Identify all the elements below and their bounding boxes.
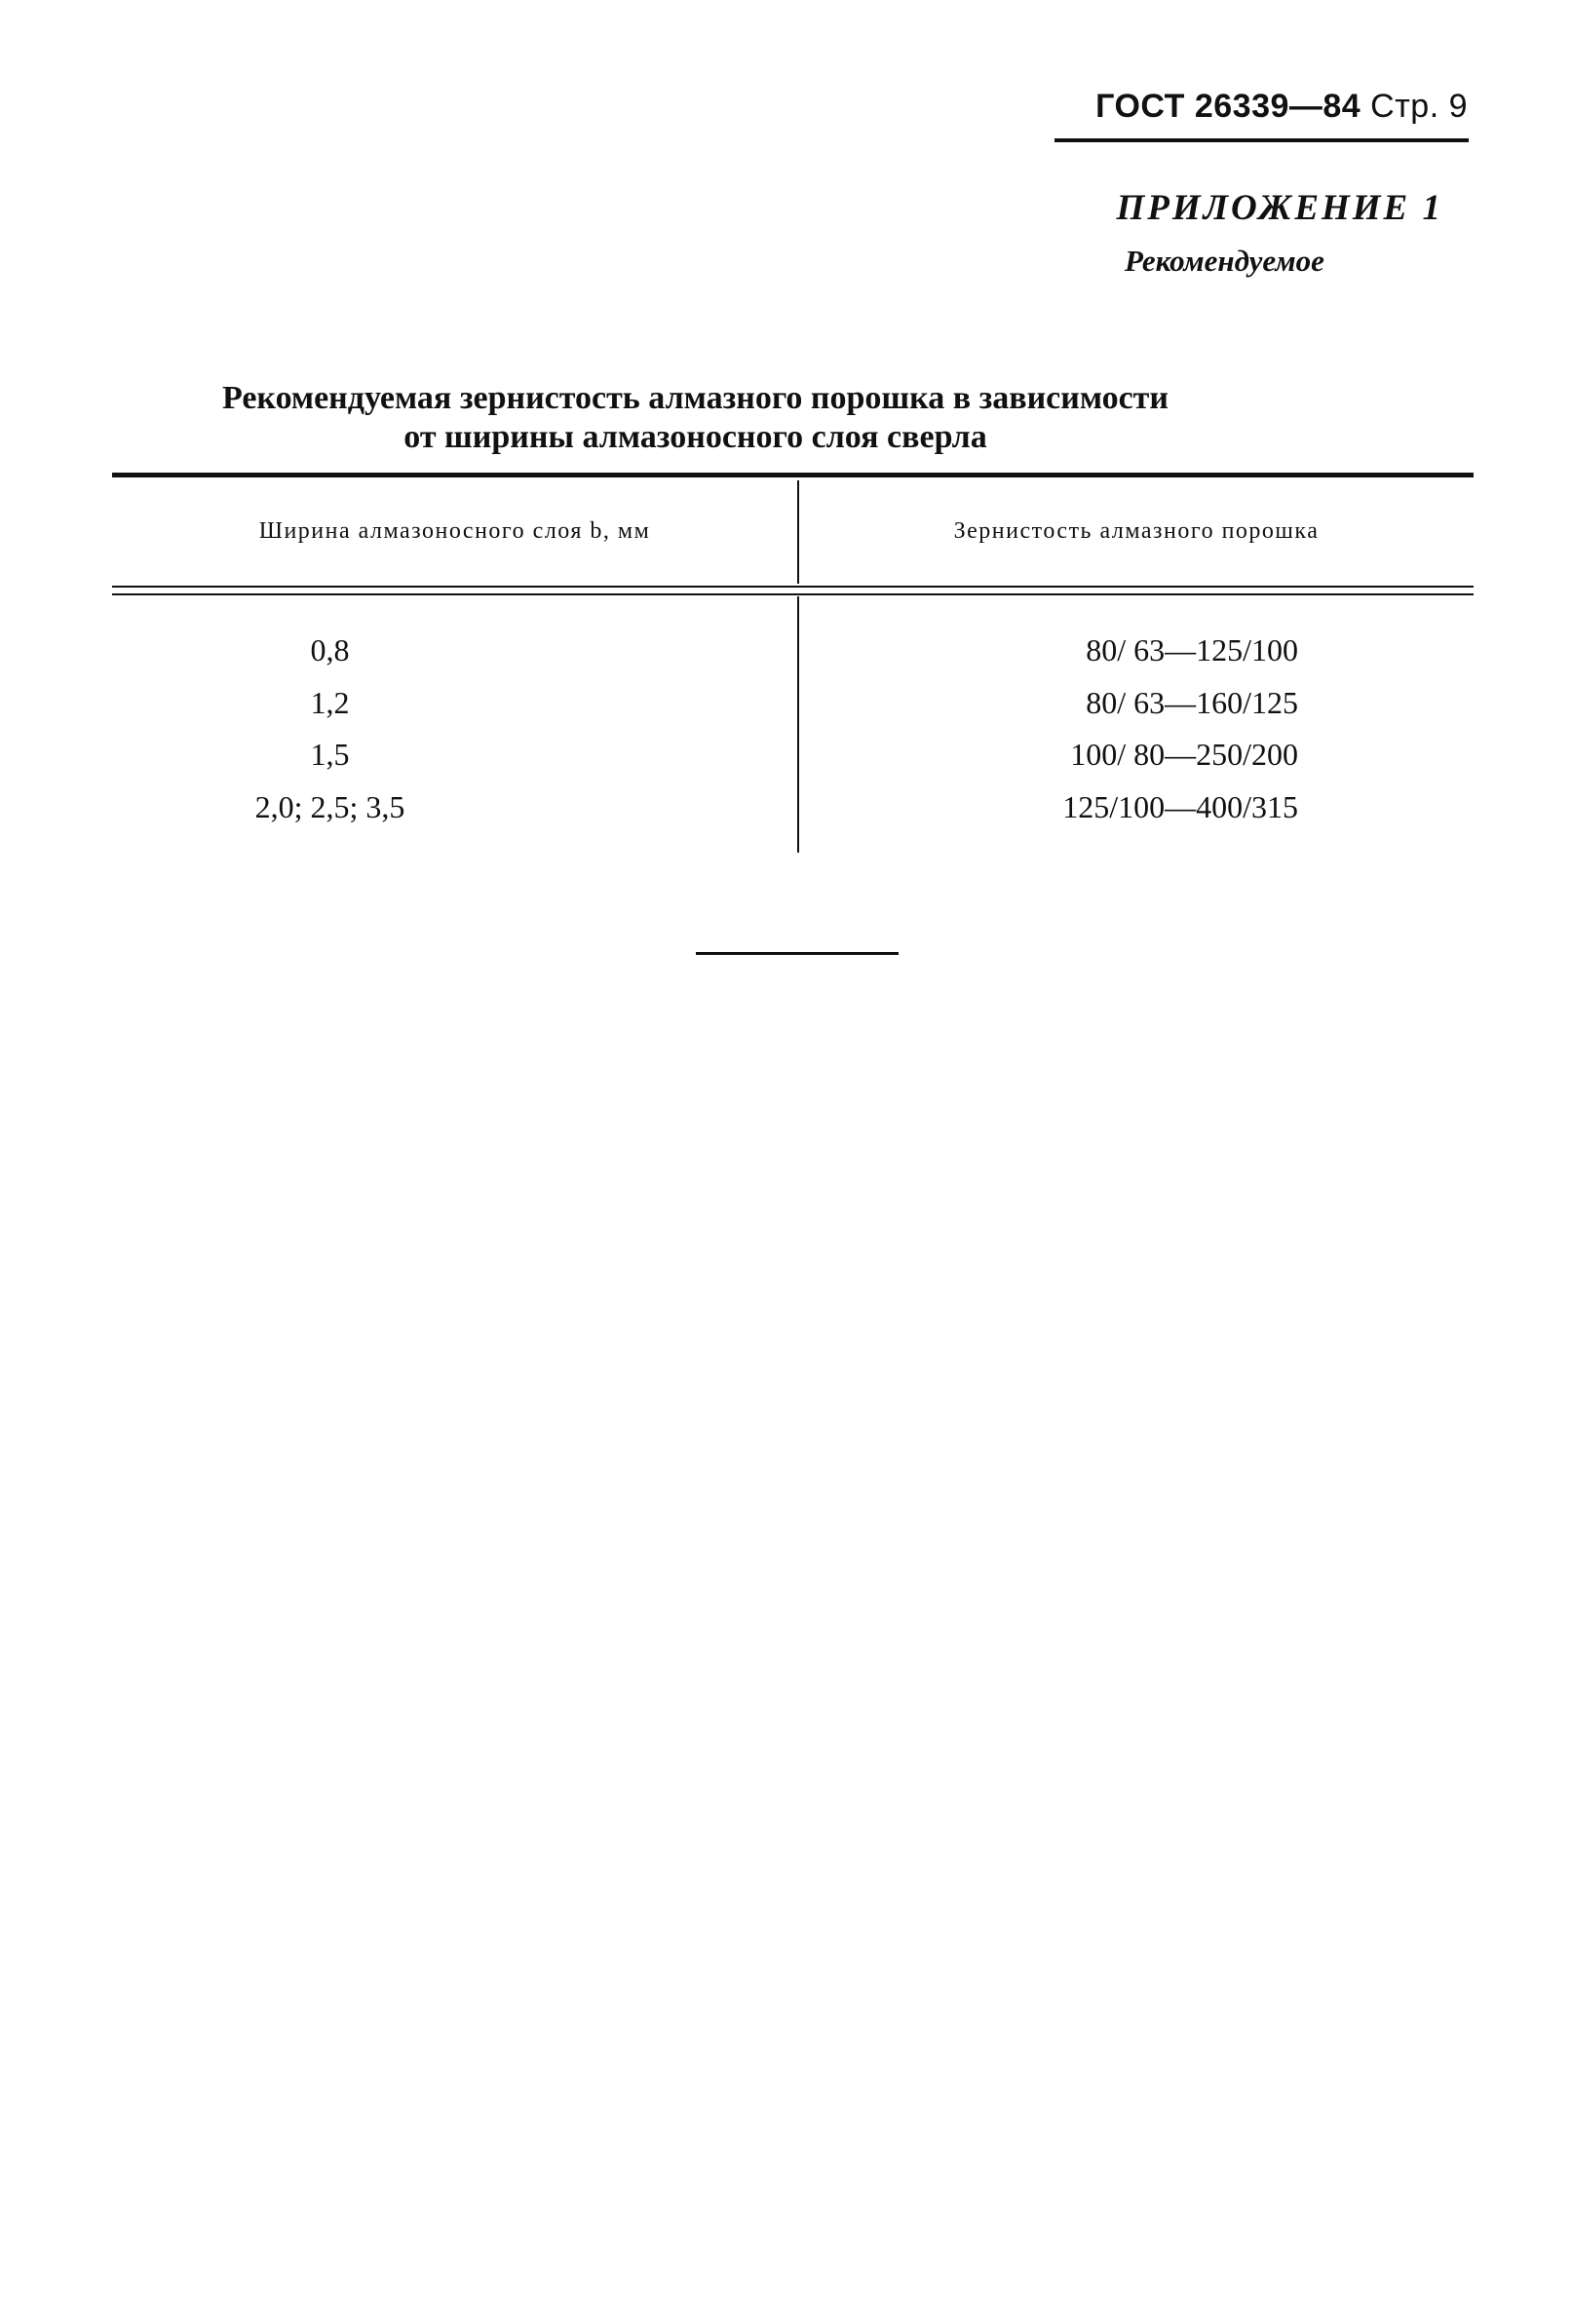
cell-width-value: 2,0; 2,5; 3,5: [254, 789, 405, 824]
cell-width: [112, 728, 797, 781]
cell-width: [112, 676, 797, 729]
column-header-grain: Зернистость алмазного порошка: [953, 518, 1320, 544]
cell-width-value: 1,5: [310, 737, 350, 772]
appendix-subtitle: Рекомендуемое: [1125, 244, 1324, 278]
table-title: [0, 379, 1572, 457]
appendix-title: ПРИЛОЖЕНИЕ 1: [1116, 188, 1443, 228]
table-title-line-1: Рекомендуемая зернистость алмазного порошка в зависимости: [222, 380, 1169, 416]
cell-width: [112, 624, 797, 676]
cell-grain: 125/100—400/315: [1062, 789, 1298, 824]
header-separator-rule-2: [112, 593, 1474, 595]
table-title-line-2: от ширины алмазоносного слоя сверла: [403, 419, 987, 455]
cell-width-value: 1,2: [310, 685, 350, 720]
end-of-section-rule: [696, 952, 899, 955]
page-number: Стр. 9: [1370, 88, 1468, 125]
cell-width: [112, 781, 797, 833]
cell-grain: 100/ 80—250/200: [1070, 737, 1298, 772]
cell-grain: 80/ 63—125/100: [1086, 632, 1298, 667]
cell-width-value: 0,8: [310, 632, 350, 667]
column-header-width: Ширина алмазоносного слоя b, мм: [258, 518, 651, 544]
header-underline: [1054, 138, 1469, 142]
document-header: [1095, 88, 1468, 126]
header-separator-rule: [112, 586, 1474, 588]
table-top-rule: [112, 473, 1474, 477]
standard-number: ГОСТ 26339—84: [1095, 88, 1361, 125]
cell-grain: 80/ 63—160/125: [1086, 685, 1298, 720]
